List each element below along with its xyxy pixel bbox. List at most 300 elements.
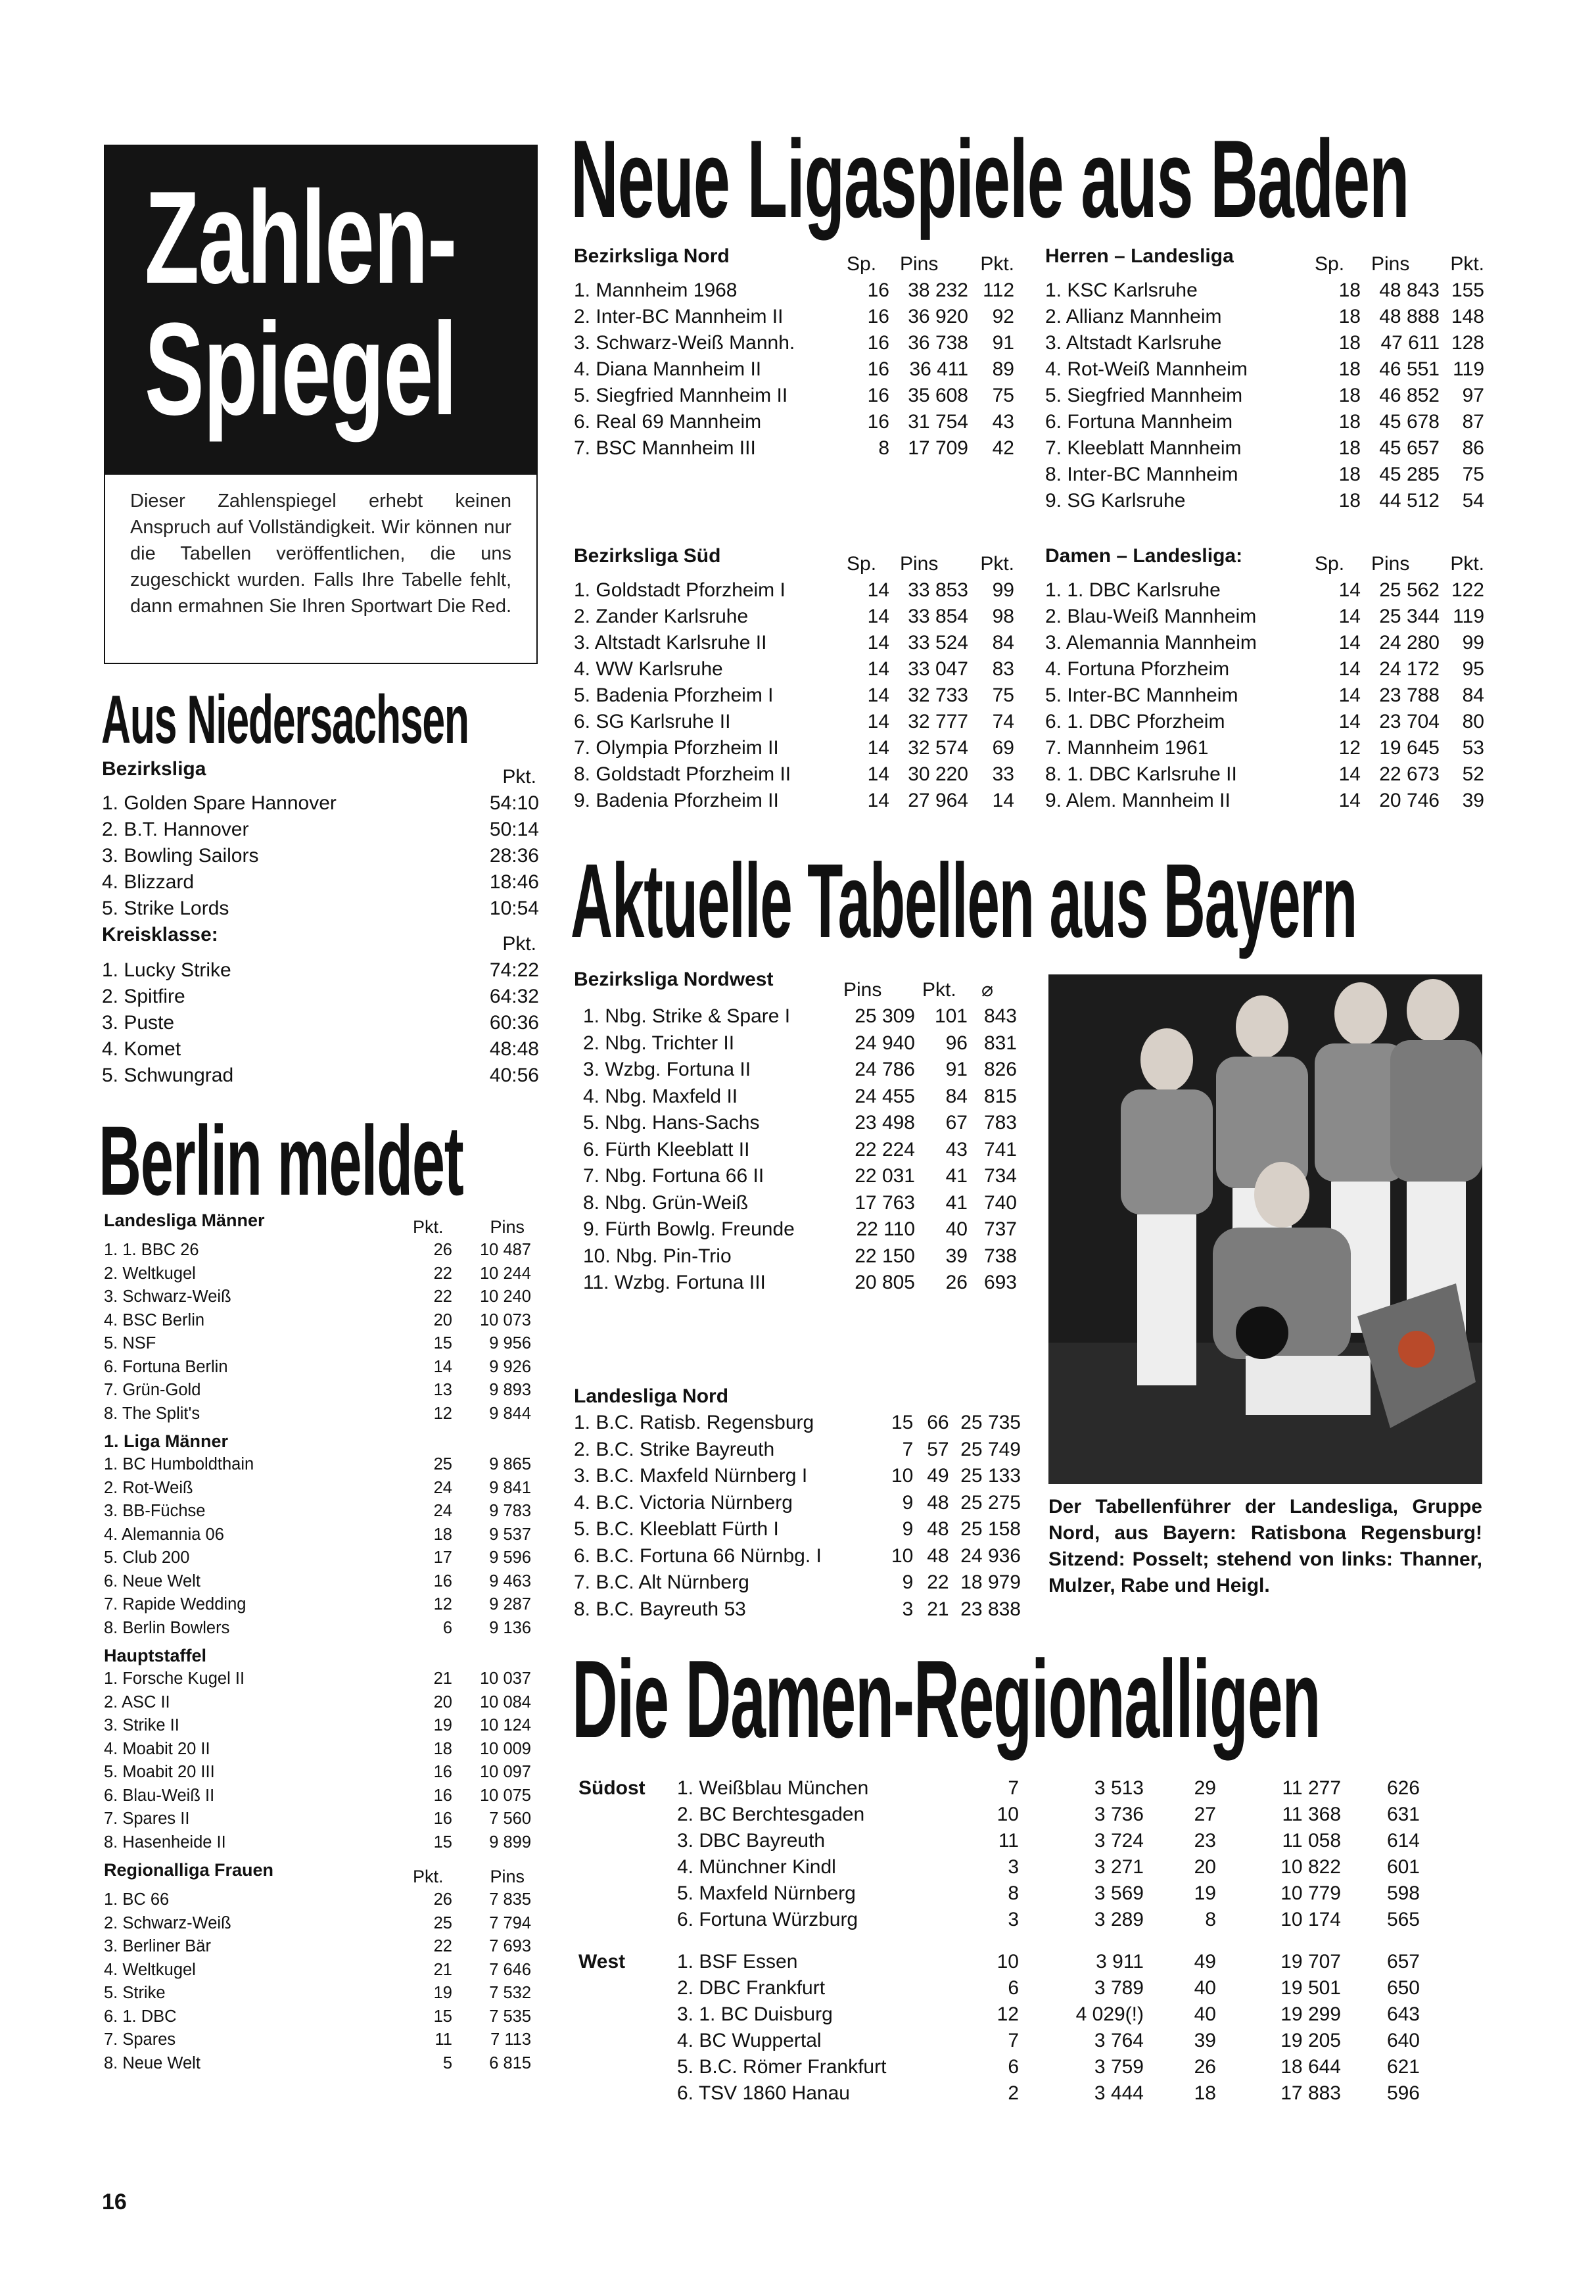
table-cell: 48 888: [1379, 306, 1440, 327]
table-row: [104, 1309, 531, 1333]
table-cell: 11: [434, 2030, 452, 2049]
table-row: [104, 1617, 531, 1640]
table-cell: 16: [867, 411, 889, 433]
table-cell: Pins: [900, 253, 939, 275]
table-cell: 2. B.C. Strike Bayreuth: [574, 1438, 775, 1460]
table-cell: 20: [433, 1692, 452, 1711]
table-row: [574, 1410, 1021, 1437]
table-cell: 25 158: [960, 1518, 1021, 1540]
table-cell: 3 289: [1094, 1909, 1144, 1930]
table-cell: 98: [992, 606, 1014, 627]
table-cell: Pkt.: [922, 979, 956, 1001]
table-cell: 75: [992, 684, 1014, 706]
table-cell: Bezirksliga Nordwest: [574, 969, 774, 990]
table-cell: 18: [1338, 464, 1361, 485]
table-row: [574, 709, 1014, 735]
table-row: [1045, 409, 1484, 435]
table-row: [102, 817, 539, 843]
table-row: [104, 1831, 531, 1855]
table-cell: 9 596: [489, 1548, 531, 1567]
table-row: [574, 304, 1014, 330]
table-cell: Pkt.: [980, 253, 1014, 275]
table-cell: 6. Neue Welt: [104, 1571, 200, 1590]
table-cell: 64:32: [489, 986, 539, 1007]
table-row: [104, 1959, 531, 1982]
berlin-pins-header: [452, 1436, 525, 1453]
table-cell: 7 560: [489, 1809, 531, 1828]
table-row: [104, 1912, 531, 1936]
table-cell: 8. 1. DBC Karlsruhe II: [1045, 763, 1237, 785]
table-cell: 3 764: [1094, 2030, 1144, 2051]
table-cell: 6: [1008, 1977, 1019, 1999]
table-cell: 2. ASC II: [104, 1692, 170, 1711]
damen-regional-tables: [578, 1775, 1486, 2107]
table-cell: 18: [1338, 490, 1361, 512]
berlin-pkt-header: [413, 1436, 452, 1453]
table-cell: 19: [1194, 1882, 1216, 1904]
baden-table-label: Bezirksliga Nord: [574, 245, 730, 267]
table-row: [578, 1828, 1420, 1854]
zahlenspiegel-title-1: Zahlen-: [145, 164, 457, 311]
table-cell: 66: [927, 1412, 949, 1433]
baden-herren-landesliga: [1045, 243, 1484, 514]
table-cell: 18 644: [1280, 2056, 1341, 2078]
bayern-landesliga-table: [574, 1410, 1021, 1623]
table-row: [102, 790, 539, 817]
table-cell: 8. Berlin Bowlers: [104, 1618, 230, 1637]
table-cell: 119: [1453, 358, 1484, 380]
table-cell: 7: [1008, 2030, 1019, 2051]
table-cell: 32 733: [908, 684, 968, 706]
table-cell: 598: [1386, 1882, 1420, 1904]
table-cell: 1. 1. BBC 26: [104, 1241, 199, 1259]
table-cell: 14: [867, 632, 889, 654]
table-cell: 16: [867, 306, 889, 327]
table-row: [578, 1775, 1420, 1802]
table-row: [104, 1379, 531, 1402]
table-cell: 10. Nbg. Pin-Trio: [583, 1245, 732, 1267]
table-cell: 6 815: [489, 2053, 531, 2072]
table-cell: Sp.: [1315, 253, 1345, 275]
baden-table: [1045, 577, 1484, 814]
table-cell: 3. Schwarz-Weiß: [104, 1287, 231, 1306]
table-cell: 1. Forsche Kugel II: [104, 1669, 245, 1688]
table-cell: 3 736: [1094, 1804, 1144, 1825]
table-cell: 1. Mannheim 1968: [574, 279, 738, 301]
damen-regional-title: Die Damen-Regionalligen: [572, 1637, 1321, 1761]
team-photo: [1048, 974, 1482, 1484]
table-row: [1045, 383, 1484, 409]
table-cell: 46 551: [1379, 358, 1440, 380]
table-cell: 39: [945, 1245, 968, 1267]
table-cell: 11 368: [1282, 1804, 1341, 1825]
table-cell: Pins: [843, 979, 882, 1001]
baden-table-label: Bezirksliga Süd: [574, 545, 721, 567]
table-cell: 101: [934, 1005, 968, 1027]
table-cell: 22: [433, 1287, 452, 1306]
niedersachsen-kreisklasse-pkt-header: Pkt.: [502, 933, 536, 955]
table-cell: 815: [983, 1085, 1017, 1107]
table-cell: 19 205: [1280, 2030, 1341, 2051]
table-row: [102, 1063, 539, 1089]
table-cell: 95: [1462, 658, 1484, 680]
table-cell: 10 779: [1280, 1882, 1341, 1904]
table-cell: 4. B.C. Victoria Nürnberg: [574, 1491, 793, 1514]
table-cell: 8. The Split's: [104, 1404, 200, 1423]
table-row: [104, 1523, 531, 1547]
table-cell: 91: [945, 1059, 968, 1080]
table-row: [574, 409, 1014, 435]
table-row: [578, 1880, 1420, 1907]
table-cell: 631: [1386, 1804, 1420, 1825]
berlin-table: [104, 1888, 531, 2075]
table-cell: Pkt.: [980, 553, 1014, 575]
berlin-group-header: [104, 1644, 544, 1667]
table-cell: 44 512: [1379, 490, 1440, 512]
table-cell: 14: [867, 763, 889, 785]
table-cell: 33: [992, 763, 1014, 785]
table-cell: 18: [1338, 279, 1361, 301]
table-cell: 18: [433, 1739, 452, 1758]
table-row: [578, 2001, 1420, 2028]
table-row: [102, 896, 539, 922]
table-cell: 155: [1451, 279, 1484, 301]
table-cell: 10 037: [480, 1669, 531, 1688]
table-cell: 84: [1462, 684, 1484, 706]
table-cell: 10 084: [480, 1692, 531, 1711]
table-cell: 3. BB-Füchse: [104, 1502, 206, 1520]
table-cell: 9 463: [489, 1571, 531, 1590]
table-row: [574, 1516, 1021, 1543]
table-cell: 7. Kleeblatt Mannheim: [1045, 437, 1242, 459]
table-cell: 11 277: [1282, 1777, 1341, 1799]
berlin-group-label: Regionalliga Frauen: [104, 1860, 274, 1880]
table-cell: 650: [1386, 1977, 1420, 1999]
table-cell: 99: [992, 579, 1014, 601]
table-cell: 31 754: [908, 411, 968, 433]
table-cell: 26: [1194, 2056, 1216, 2078]
table-cell: 30 220: [908, 763, 968, 785]
table-cell: 15: [433, 1334, 452, 1352]
baden-table: [574, 577, 1014, 814]
table-row: [104, 1546, 531, 1570]
table-cell: 2. Blau-Weiß Mannheim: [1045, 606, 1257, 627]
table-cell: 9 956: [489, 1334, 531, 1352]
table-cell: 8. Neue Welt: [104, 2053, 200, 2072]
table-row: [583, 1243, 1017, 1270]
table-cell: 4. Komet: [102, 1038, 181, 1060]
table-cell: 10 822: [1280, 1856, 1341, 1878]
table-cell: 54:10: [489, 792, 539, 814]
table-row: [104, 1738, 531, 1761]
table-cell: 5. NSF: [104, 1334, 156, 1352]
table-cell: 16: [433, 1763, 452, 1781]
table-cell: 5. Strike Lords: [102, 897, 229, 919]
table-cell: 1. B.C. Ratisb. Regensburg: [574, 1412, 814, 1433]
bayern-title: Aktuelle Tabellen aus Bayern: [571, 842, 1357, 959]
table-cell: 12: [1338, 737, 1361, 759]
table-cell: 643: [1386, 2003, 1420, 2025]
table-cell: 15: [433, 2007, 452, 2026]
table-row: [1045, 462, 1484, 488]
table-cell: 5. Siegfried Mannheim II: [574, 385, 788, 406]
table-cell: 13: [433, 1381, 452, 1399]
berlin-group-label: 1. Liga Männer: [104, 1431, 229, 1451]
table-row: [104, 1262, 531, 1286]
table-cell: 92: [992, 306, 1014, 327]
table-cell: 27: [1194, 1804, 1216, 1825]
zahlenspiegel-signature: Die Red.: [437, 596, 511, 617]
table-cell: 3 569: [1094, 1882, 1144, 1904]
table-cell: 9: [902, 1518, 914, 1540]
table-cell: 3. Altstadt Karlsruhe II: [574, 632, 767, 654]
table-cell: 7. BSC Mannheim III: [574, 437, 756, 459]
table-cell: 16: [433, 1786, 452, 1805]
damen-region-label: [578, 1828, 677, 1854]
table-row: [574, 1490, 1021, 1517]
table-cell: Pins: [900, 553, 939, 575]
baden-table-header: [574, 243, 1014, 277]
table-cell: 19 299: [1280, 2003, 1341, 2025]
table-cell: 1. BSF Essen: [677, 1951, 798, 1973]
table-cell: 5. Maxfeld Nürnberg: [677, 1882, 856, 1904]
baden-bezirksliga-nord: [574, 243, 1014, 462]
table-cell: 11. Wzbg. Fortuna III: [583, 1272, 766, 1293]
table-cell: 2. Rot-Weiß: [104, 1478, 193, 1497]
table-cell: 5. Moabit 20 III: [104, 1763, 215, 1781]
table-row: [1045, 356, 1484, 383]
table-cell: 6. B.C. Fortuna 66 Nürnbg. I: [574, 1544, 822, 1567]
berlin-group-header: [104, 1208, 544, 1239]
table-cell: ⌀: [981, 979, 994, 1001]
table-cell: 14: [867, 606, 889, 627]
table-row: [104, 1807, 531, 1831]
table-cell: 53: [1462, 737, 1484, 759]
berlin-group-header: [104, 1858, 544, 1888]
table-row: [104, 1402, 531, 1426]
table-cell: 16: [867, 358, 889, 380]
table-row: [104, 1935, 531, 1959]
table-cell: 16: [867, 279, 889, 301]
table-cell: 7. Mannheim 1961: [1045, 737, 1209, 759]
table-cell: Pins: [1371, 553, 1410, 575]
table-cell: 119: [1453, 606, 1484, 627]
bayern-landesliga-nord: [574, 1383, 1021, 1623]
table-cell: 25 133: [960, 1465, 1021, 1487]
table-cell: 32 777: [908, 711, 968, 732]
table-row: [583, 1270, 1017, 1297]
berlin-title: Berlin meldet: [99, 1105, 463, 1216]
table-cell: 4. Rot-Weiß Mannheim: [1045, 358, 1248, 380]
table-cell: 80: [1462, 711, 1484, 732]
table-cell: 32 574: [908, 737, 968, 759]
table-cell: 7 532: [489, 1984, 531, 2002]
table-cell: 8. Inter-BC Mannheim: [1045, 464, 1238, 485]
table-cell: 14: [1338, 684, 1361, 706]
table-cell: 6. Fortuna Mannheim: [1045, 411, 1233, 433]
bayern-bezirksliga-nordwest: [574, 967, 1021, 1297]
table-cell: 36 920: [908, 306, 968, 327]
baden-bezirksliga-sued: [574, 543, 1014, 814]
table-cell: 3 271: [1094, 1856, 1144, 1878]
table-row: [583, 1163, 1017, 1190]
damen-region-label: Südost: [578, 1777, 645, 1799]
damen-region-label: [578, 1854, 677, 1880]
baden-damen-landesliga: [1045, 543, 1484, 814]
table-cell: 1. KSC Karlsruhe: [1045, 279, 1198, 301]
table-cell: 89: [992, 358, 1014, 380]
niedersachsen-bezirksliga: [102, 756, 539, 1089]
table-cell: 84: [992, 632, 1014, 654]
table-cell: 17 883: [1280, 2082, 1341, 2104]
table-cell: 40:56: [489, 1064, 539, 1086]
table-cell: 48: [927, 1491, 949, 1514]
table-cell: 3 513: [1094, 1777, 1144, 1799]
table-row: [102, 869, 539, 896]
niedersachsen-title: Aus Niedersachsen: [101, 682, 469, 758]
table-cell: 4. BC Wuppertal: [677, 2030, 822, 2051]
table-cell: 6. TSV 1860 Hanau: [677, 2082, 850, 2104]
table-cell: 4. WW Karlsruhe: [574, 658, 723, 680]
table-cell: 25 735: [960, 1412, 1021, 1433]
baden-table-label: Herren – Landesliga: [1045, 245, 1234, 267]
zahlenspiegel-text: Dieser Zahlenspiegel erhebt keinen Anspruch auf Vollständigkeit. Wir können nur die Tabellen veröffentlichen, die uns zugeschickt wurden. Falls Ihre Tabelle fehlt, dann ermahnen Sie Ihren Sportwart Die Red.: [130, 488, 511, 619]
table-cell: 9 537: [489, 1525, 531, 1544]
table-cell: 5. Siegfried Mannheim: [1045, 385, 1243, 406]
table-cell: 18: [1338, 437, 1361, 459]
table-cell: 9 783: [489, 1502, 531, 1520]
table-cell: 2. BC Berchtesgaden: [677, 1804, 865, 1825]
table-cell: 48:48: [489, 1038, 539, 1060]
table-row: [578, 1975, 1420, 2001]
table-cell: 41: [945, 1165, 968, 1187]
table-cell: 99: [1462, 632, 1484, 654]
table-cell: 2. DBC Frankfurt: [677, 1977, 826, 1999]
table-cell: 26: [945, 1272, 968, 1293]
table-cell: 621: [1386, 2056, 1420, 2078]
table-cell: 48 843: [1379, 279, 1440, 301]
table-cell: 4. Diana Mannheim II: [574, 358, 762, 380]
table-row: [104, 1761, 531, 1784]
table-cell: 3. Puste: [102, 1012, 175, 1034]
table-cell: 41: [945, 1191, 968, 1214]
bayern-landesliga-label: Landesliga Nord: [574, 1385, 729, 1407]
table-cell: 26: [433, 1241, 452, 1259]
table-cell: Sp.: [847, 553, 877, 575]
table-row: [104, 2028, 531, 2052]
table-cell: 14: [867, 790, 889, 811]
table-cell: 8. Nbg. Grün-Weiß: [583, 1191, 749, 1214]
table-row: [102, 1010, 539, 1036]
table-cell: 1. 1. DBC Karlsruhe: [1045, 579, 1221, 601]
berlin-group-label: Landesliga Männer: [104, 1210, 265, 1230]
table-cell: 12: [997, 2003, 1019, 2025]
table-cell: 49: [1194, 1951, 1216, 1973]
table-cell: 67: [945, 1112, 968, 1134]
table-cell: 10 097: [480, 1763, 531, 1781]
table-cell: 3. Bowling Sailors: [102, 845, 259, 867]
table-row: [574, 1543, 1021, 1570]
table-cell: 86: [1462, 437, 1484, 459]
table-cell: 28:36: [489, 845, 539, 867]
bayern-nordwest-table: [583, 1003, 1017, 1297]
table-row: [102, 957, 539, 984]
table-cell: 8. B.C. Bayreuth 53: [574, 1598, 746, 1620]
table-row: [1045, 630, 1484, 656]
table-cell: 16: [433, 1809, 452, 1828]
table-cell: 22 224: [855, 1138, 915, 1160]
table-cell: 5. Club 200: [104, 1548, 190, 1567]
table-row: [578, 1854, 1420, 1880]
table-row: [583, 1216, 1017, 1243]
table-cell: 22 110: [856, 1218, 915, 1240]
zahlenspiegel-box: [104, 145, 538, 664]
table-cell: 826: [983, 1059, 1017, 1080]
table-cell: 49: [927, 1465, 949, 1487]
table-cell: 3. Wzbg. Fortuna II: [583, 1059, 751, 1080]
baden-table: [1045, 277, 1484, 514]
table-row: [104, 1500, 531, 1523]
table-cell: 7. Spares: [104, 2030, 176, 2049]
table-row: [574, 435, 1014, 462]
table-row: [104, 1285, 531, 1309]
damen-region-label: [578, 1907, 677, 1933]
damen-regional-table: [578, 1775, 1420, 1933]
table-cell: 54: [1462, 490, 1484, 512]
table-cell: 6. SG Karlsruhe II: [574, 711, 731, 732]
table-row: [102, 984, 539, 1010]
table-cell: 24 280: [1379, 632, 1440, 654]
table-row: [1045, 577, 1484, 604]
table-cell: 7. Rapide Wedding: [104, 1595, 246, 1614]
table-cell: 10: [891, 1544, 914, 1567]
table-cell: 1. Weißblau München: [677, 1777, 869, 1799]
table-cell: 87: [1462, 411, 1484, 433]
table-cell: 14: [1338, 632, 1361, 654]
table-cell: 46 852: [1379, 385, 1440, 406]
table-cell: 9 899: [489, 1832, 531, 1852]
table-row: [104, 1356, 531, 1379]
table-cell: 693: [983, 1272, 1017, 1293]
table-cell: 2. Weltkugel: [104, 1264, 196, 1283]
table-cell: 69: [992, 737, 1014, 759]
table-row: [104, 1332, 531, 1356]
table-cell: 18: [1194, 2082, 1216, 2104]
table-cell: 48: [927, 1518, 949, 1540]
table-row: [574, 1596, 1021, 1623]
table-cell: 148: [1451, 306, 1484, 327]
berlin-table: [104, 1453, 531, 1640]
table-row: [578, 1802, 1420, 1828]
table-cell: 8: [1008, 1882, 1019, 1904]
table-cell: 3. Alemannia Mannheim: [1045, 632, 1257, 654]
table-cell: 12: [433, 1404, 452, 1423]
table-cell: 565: [1386, 1909, 1420, 1930]
table-cell: 45 678: [1379, 411, 1440, 433]
table-cell: 3 444: [1094, 2082, 1144, 2104]
table-cell: 737: [983, 1218, 1017, 1240]
table-cell: 8. Hasenheide II: [104, 1832, 226, 1852]
table-cell: 10 124: [480, 1716, 531, 1734]
table-cell: 6. Fortuna Würzburg: [677, 1909, 858, 1930]
table-cell: 25 344: [1379, 606, 1440, 627]
table-cell: 3: [1008, 1856, 1019, 1878]
damen-region-label: [578, 2001, 677, 2028]
table-cell: 7 535: [489, 2007, 531, 2026]
table-cell: 11: [998, 1830, 1019, 1852]
table-row: [574, 735, 1014, 761]
table-cell: 24 786: [855, 1059, 915, 1080]
